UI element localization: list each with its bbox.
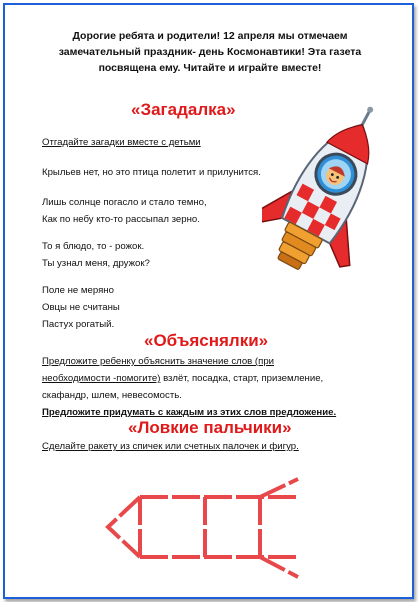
riddle-4-line-2: Овцы не считаны	[42, 302, 120, 313]
rocket-illustration	[262, 96, 392, 286]
explain-line-1: Предложите ребенку объяснить значение слов (при	[42, 356, 275, 367]
fingers-instruction: Сделайте ракету из спичек или счетных палочек и фигур.	[42, 441, 299, 452]
stick-fin-top	[260, 479, 298, 497]
stick-fin-bottom	[260, 557, 298, 577]
intro-text: Дорогие ребята и родители! 12 апреля мы отмечаем замечательный праздник- день Космонавтики! Эта газета посвящена ему. Читайте и играйте вместе!	[58, 30, 362, 74]
explain-line-2-rest: взлёт, посадка, старт, приземление,	[160, 373, 324, 384]
riddle-4-line-1: Поле не меряно	[42, 285, 114, 296]
riddle-1: Крыльев нет, но это птица полетит и прилунится.	[42, 167, 261, 178]
explain-line-3: скафандр, шлем, невесомость.	[42, 390, 182, 401]
riddle-2-line-2: Как по небу кто-то рассыпал зерно.	[42, 214, 200, 225]
explain-heading: «Объяснялки»	[144, 331, 269, 350]
riddle-2-line-1: Лишь солнце погасло и стало темно,	[42, 197, 207, 208]
riddles-heading: «Загадалка»	[131, 100, 236, 119]
stick-nose	[108, 497, 140, 557]
explain-line-2	[42, 370, 323, 387]
explain-line-4: Предложите придумать с каждым из этих слов предложение.	[42, 407, 337, 418]
riddle-4-line-3: Пастух рогатый.	[42, 319, 115, 330]
stick-rocket-figure	[100, 477, 300, 587]
fingers-heading: «Ловкие пальчики»	[128, 418, 292, 437]
riddles-instruction: Отгадайте загадки вместе с детьми	[42, 137, 201, 148]
explain-line-2-underlined: необходимости -помогите)	[42, 373, 161, 384]
riddle-3-line-1: То я блюдо, то - рожок.	[42, 241, 145, 252]
riddle-3-line-2: Ты узнал меня, дружок?	[42, 258, 150, 269]
